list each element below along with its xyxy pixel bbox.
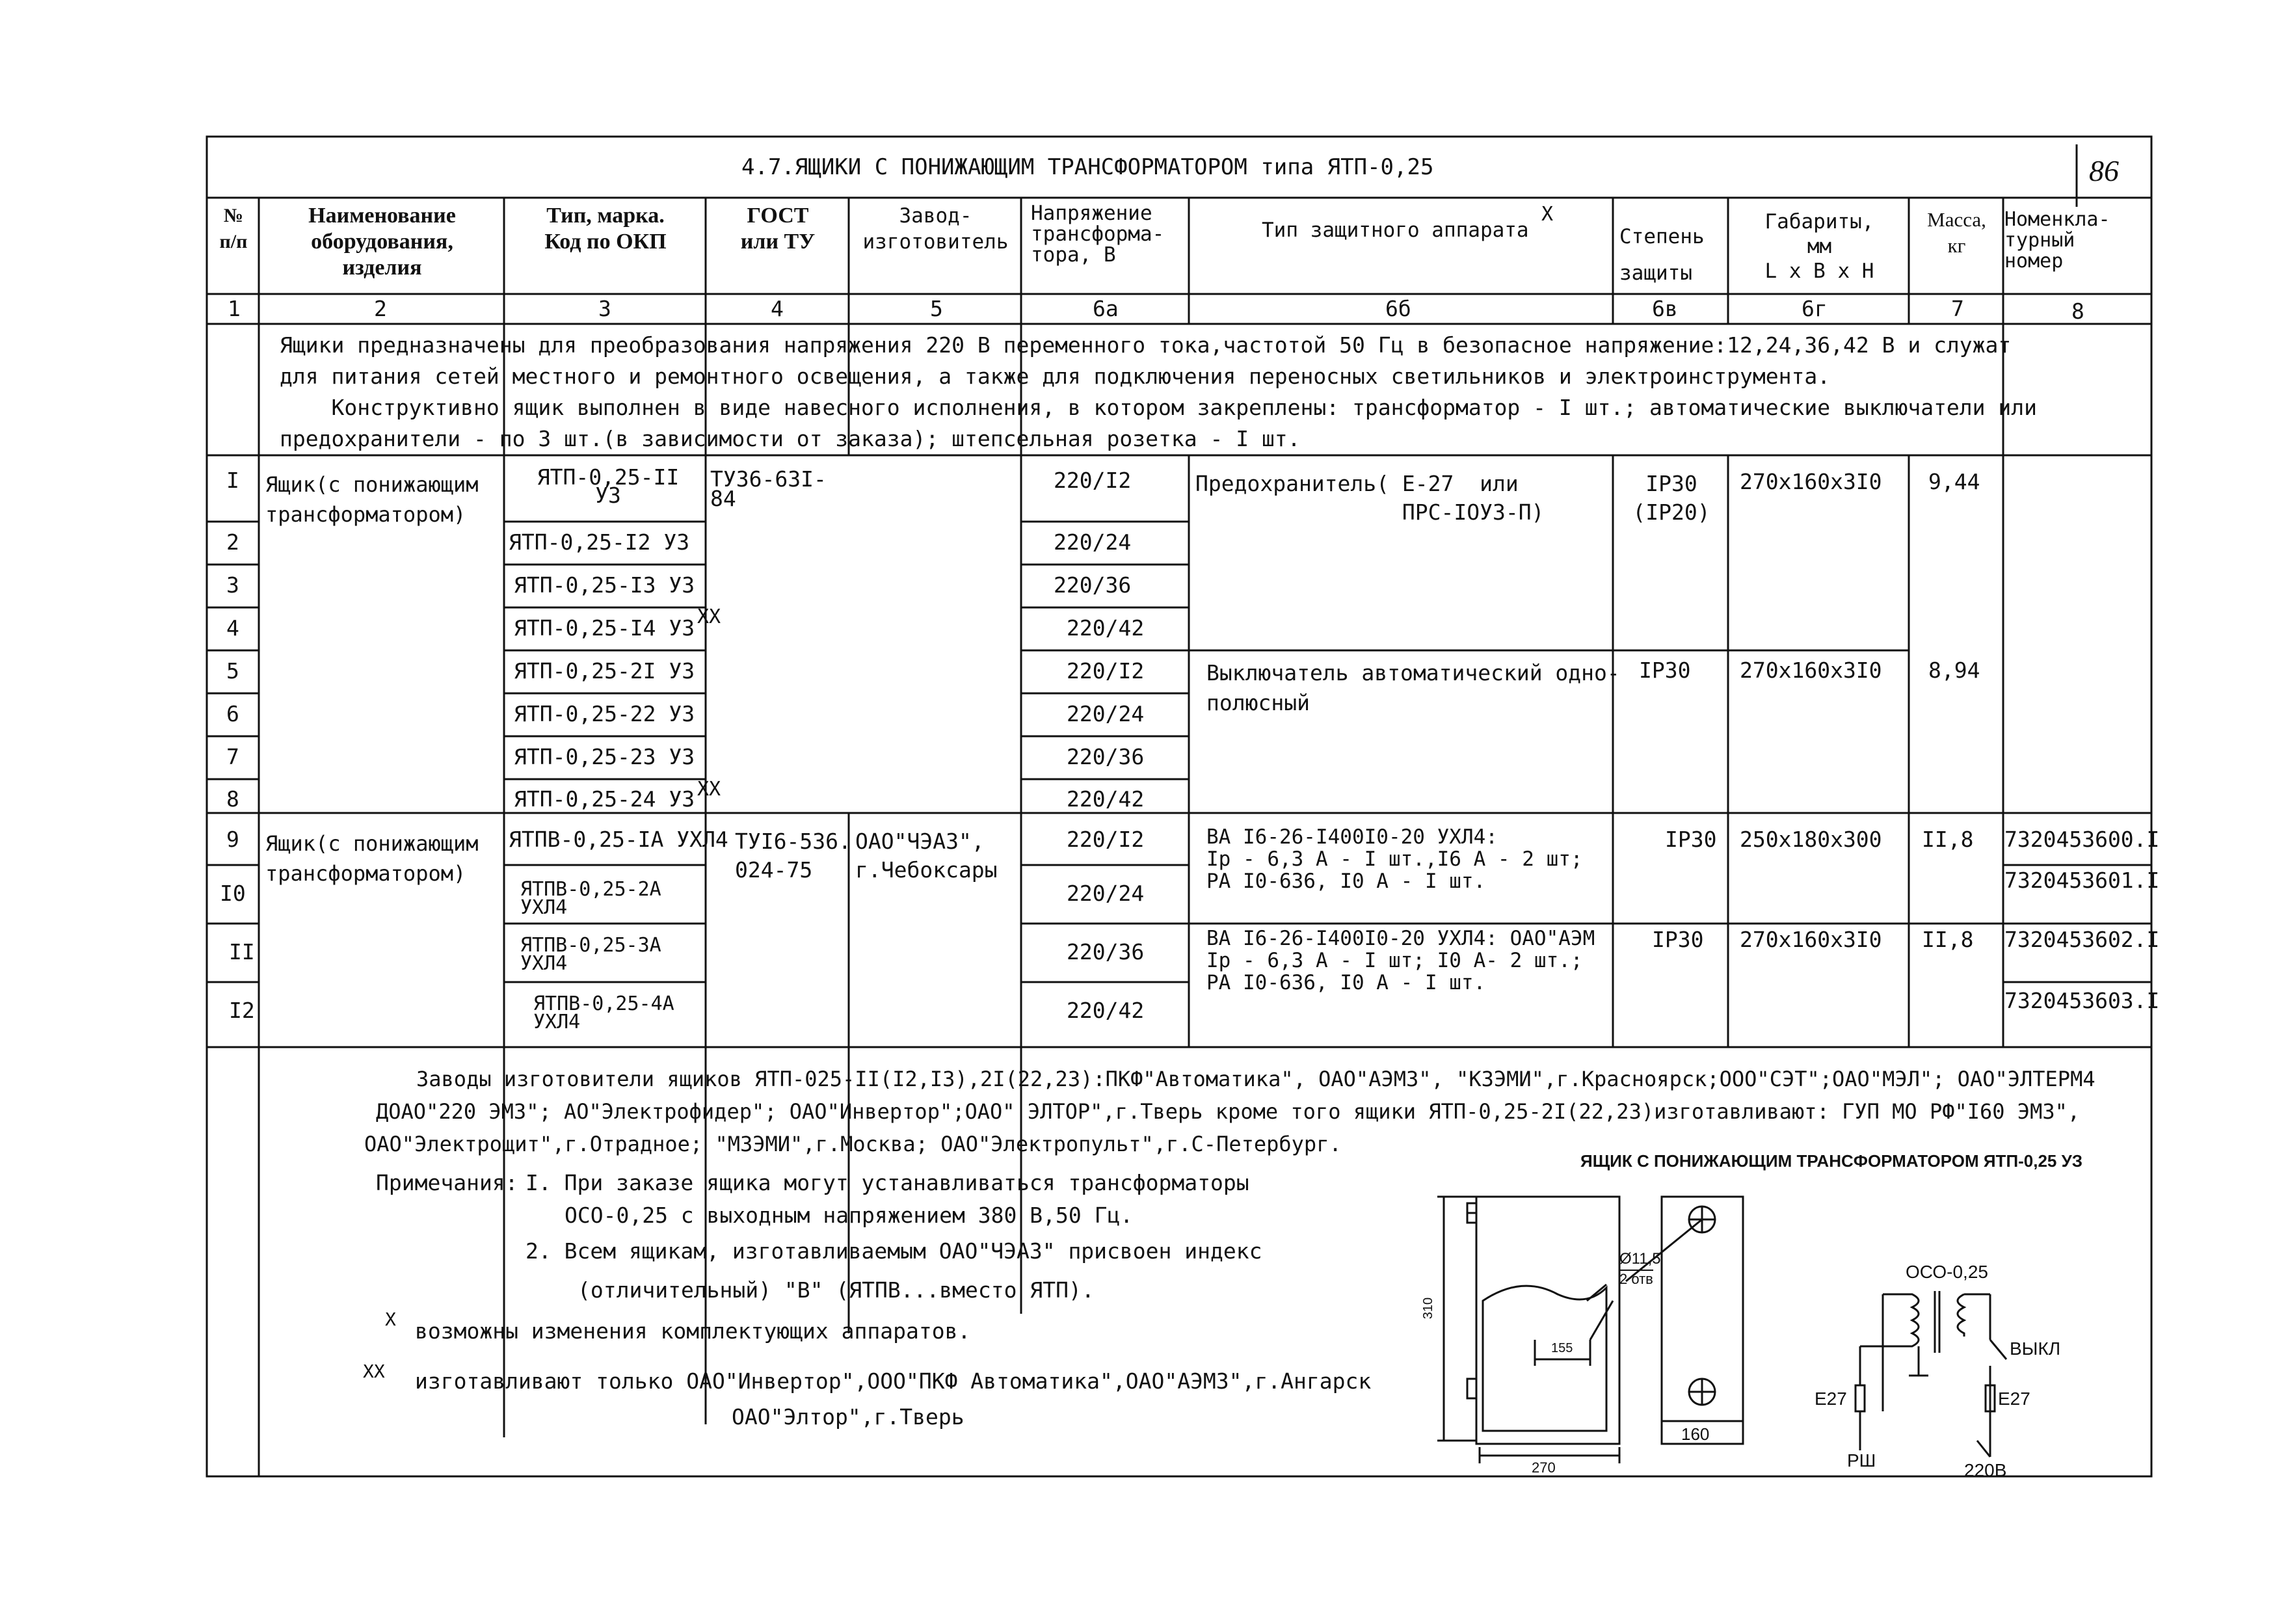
row-type: ЯТП-0,25-22 УЗ <box>514 701 695 726</box>
note-xx-mark: XX <box>363 1361 385 1382</box>
group4-protection: ВА I6-26-I400I0-20 УХЛ4: ОАО"АЭМ Iр - 6,3 А - I шт; I0 А- 2 шт.; РА I0-636, I0 А - I шт. <box>1206 927 1595 994</box>
row-type: ЯТП-0,25-I2 УЗ <box>509 529 690 555</box>
group3-protection: ВА I6-26-I400I0-20 УХЛ4: Iр - 6,3 А - I шт.,I6 А - 2 шт; РА I0-636, I0 А - I шт. <box>1206 825 1583 893</box>
row-nomen: 7320453602.I <box>2004 927 2160 952</box>
header-number: № п/п <box>219 205 248 252</box>
switch-label: ВЫКЛ <box>2010 1338 2061 1359</box>
row-number: 9 <box>226 827 239 852</box>
row-type: ЯТП-0,25-2I УЗ <box>514 658 695 684</box>
row-number: 7 <box>226 744 239 769</box>
header-maker: Завод- изготовитель <box>862 204 1009 254</box>
row-nomen: 7320453603.I <box>2004 988 2160 1013</box>
row-voltage: 220/36 <box>1067 939 1145 965</box>
header-type: Тип, марка. Код по ОКП <box>544 204 667 254</box>
group2-protection: Выключатель автоматический одно- полюсный <box>1206 660 1620 715</box>
transformer-label: ОСО-0,25 <box>1906 1262 1988 1282</box>
row-voltage: 220/36 <box>1054 572 1132 598</box>
footer-line-2: ДОАО"220 ЭМЗ"; АО"Электрофидер"; ОАО"Инвертор";ОАО" ЭЛТОР",г.Тверь кроме того ящики ЯТП-0,25-2I(22,23)изготавливают: ГУП МО РФ"I60 ЭМЗ", <box>376 1099 2081 1124</box>
intro-line-2: для питания сетей местного и ремонтного освещения, а также для подключения переносных светильников и электроинструмента. <box>280 364 1831 389</box>
row-number: 2 <box>226 529 239 555</box>
header-dims: Габариты, мм L x B x H <box>1764 210 1874 283</box>
supply-label: 220В <box>1964 1460 2007 1480</box>
dim-width: 270 <box>1532 1459 1556 1476</box>
row-type: ЯТП-0,25-I4 УЗ <box>514 615 695 641</box>
row-nomen: 7320453600.I <box>2004 827 2160 852</box>
row-voltage: 220/I2 <box>1067 827 1145 852</box>
row-number: I <box>226 468 239 493</box>
page-number: 86 <box>2089 154 2119 187</box>
row-number: II <box>229 939 255 965</box>
fuse-label-left: Е27 <box>1815 1389 1847 1409</box>
row-number: 4 <box>226 615 239 641</box>
note-xx-text-1: изготавливают только ОАО"Инвертор",ООО"ПКФ Автоматика",ОАО"АЭМЗ",г.Ангарск <box>415 1368 1372 1394</box>
colnum-7: 7 <box>1951 296 1964 321</box>
group2-mass: 8,94 <box>1928 658 1980 683</box>
notes-label: Примечания: <box>376 1170 518 1195</box>
header-gost: ГОСТ или ТУ <box>740 204 816 254</box>
hole-count: 2 отв <box>1619 1271 1653 1287</box>
row-number: I0 <box>220 881 246 906</box>
group3-maker: ОАО"ЧЭАЗ", г.Чебоксары <box>855 829 998 883</box>
row-type: ЯТП-0,25-23 УЗ <box>514 744 695 769</box>
colnum-6g: 6г <box>1802 296 1828 321</box>
row-number: 6 <box>226 701 239 726</box>
colnum-6a: 6а <box>1093 296 1119 321</box>
row-voltage: 220/I2 <box>1067 658 1145 684</box>
group1-gost: ТУ36-63I- 84 <box>710 466 827 511</box>
header-ip: Степень защиты <box>1619 225 1705 285</box>
colnum-8: 8 <box>2071 299 2084 324</box>
group3-gost: ТУI6-536. 024-75 <box>735 829 851 883</box>
note-xx-text-2: ОАО"Элтор",г.Тверь <box>732 1404 964 1430</box>
group4-ip: IP30 <box>1652 927 1704 952</box>
colnum-1: 1 <box>228 296 241 321</box>
socket-label: РШ <box>1847 1450 1876 1471</box>
row-type: ЯТПВ-0,25-IA УХЛ4 <box>509 827 728 852</box>
header-voltage: Напряжение трансформа- тора, В <box>1031 202 1165 267</box>
intro-line-1: Ящики предназначены для преобразования напряжения 220 В переменного тока,частотой 50 Гц в безопасное напряжение:12,24,36,42 В и служат <box>280 332 2012 358</box>
row-voltage: 220/24 <box>1054 529 1132 555</box>
note-1b: ОСО-0,25 с выходным напряжением 380 В,50 Гц. <box>565 1203 1134 1228</box>
row-type: ЯТП-0,25-II УЗ <box>537 464 680 508</box>
row-voltage: 220/24 <box>1067 701 1145 726</box>
row-mark-xx: XX <box>697 778 721 801</box>
header-mass: Масса, кг <box>1927 208 1986 257</box>
row-type: ЯТП-0,25-24 УЗ <box>514 786 695 812</box>
colnum-5: 5 <box>930 296 943 321</box>
row-voltage: 220/I2 <box>1054 468 1132 493</box>
dim-height: 310 <box>1421 1297 1436 1320</box>
footer-line-1: Заводы изготовители ящиков ЯТП-025-II(I2,I3),2I(22,23):ПКФ"Автоматика", ОАО"АЭМЗ", "КЗЭМИ",г.Красноярск;ООО"СЭТ";ОАО"МЭЛ"; ОАО"ЭЛТЕРМ4 <box>416 1067 2095 1091</box>
dim-depth: 160 <box>1681 1424 1710 1444</box>
note-2a: 2. Всем ящикам, изготавливаемым ОАО"ЧЭАЗ" присвоен индекс <box>525 1238 1262 1264</box>
row-number: 5 <box>226 658 239 684</box>
group1-ip: IP30 (IP20) <box>1632 471 1710 525</box>
header-protection-mark: X <box>1541 203 1554 226</box>
header-protection: Тип защитного аппарата <box>1262 219 1529 242</box>
group3-mass: II,8 <box>1922 827 1974 852</box>
intro-line-3: Конструктивно ящик выполнен в виде навесного исполнения, в котором закреплены: трансформатор - I шт.; автоматические выключатели или <box>280 395 2038 420</box>
colnum-6v: 6в <box>1652 296 1678 321</box>
dim-155: 155 <box>1551 1341 1573 1355</box>
colnum-6b: 6б <box>1385 296 1411 321</box>
fuse-label-right: Е27 <box>1998 1389 2030 1409</box>
row-mark-xx: XX <box>697 606 721 628</box>
drawing-caption: ЯЩИК С ПОНИЖАЮЩИМ ТРАНСФОРМАТОРОМ ЯТП-0,25 УЗ <box>1580 1151 2083 1171</box>
page-title: 4.7.ЯЩИКИ С ПОНИЖАЮЩИМ ТРАНСФОРМАТОРОМ типа ЯТП-0,25 <box>741 154 1434 180</box>
group1-protection: Предохранитель( Е-27 или ПРС-IОУЗ-П) <box>1195 471 1545 525</box>
footer-line-3: ОАО"Электрощит",г.Отрадное; "МЗЭМИ",г.Москва; ОАО"Электропульт",г.С-Петербург. <box>364 1132 1342 1156</box>
row-number: 3 <box>226 572 239 598</box>
row-type: ЯТПВ-0,25-4A УХЛ4 <box>533 992 674 1033</box>
group3-ip: IP30 <box>1665 827 1717 852</box>
group4-dims: 270x160x3I0 <box>1740 927 1882 952</box>
group4-mass: II,8 <box>1922 927 1974 952</box>
row-voltage: 220/42 <box>1067 615 1145 641</box>
colnum-2: 2 <box>374 296 387 321</box>
row-number: 8 <box>226 786 239 812</box>
group1-dims: 270x160x3I0 <box>1740 469 1882 494</box>
row-type: ЯТП-0,25-I3 УЗ <box>514 572 695 598</box>
row-voltage: 220/36 <box>1067 744 1145 769</box>
group3-name: Ящик(с понижающим трансформатором) <box>265 831 479 886</box>
note-2b: (отличительный) "В" (ЯТПВ...вместо ЯТП). <box>578 1277 1095 1303</box>
row-voltage: 220/42 <box>1067 786 1145 812</box>
group1-mass: 9,44 <box>1928 469 1980 494</box>
note-x-text: возможны изменения комплектующих аппаратов. <box>415 1318 971 1344</box>
group1-name: Ящик(с понижающим трансформатором) <box>265 472 479 527</box>
hole-diameter: Ø11,5 <box>1619 1250 1661 1268</box>
group3-dims: 250x180x300 <box>1740 827 1882 852</box>
group2-dims: 270x160x3I0 <box>1740 658 1882 683</box>
note-1a: I. При заказе ящика могут устанавливаться трансформаторы <box>525 1170 1249 1195</box>
row-voltage: 220/24 <box>1067 881 1145 906</box>
note-x-mark: X <box>385 1309 396 1330</box>
group2-ip: IP30 <box>1639 658 1691 683</box>
row-nomen: 7320453601.I <box>2004 868 2160 893</box>
row-type: ЯТПВ-0,25-3A УХЛ4 <box>520 934 661 975</box>
row-type: ЯТПВ-0,25-2A УХЛ4 <box>520 878 661 919</box>
header-name: Наименование оборудования, изделия <box>308 204 456 280</box>
header-nomen: Номенкла- турный номер <box>2004 208 2110 273</box>
colnum-3: 3 <box>598 296 611 321</box>
intro-line-4: предохранители - по 3 шт.(в зависимости от заказа); штепсельная розетка - I шт. <box>280 426 1301 451</box>
row-number: I2 <box>229 998 255 1023</box>
row-voltage: 220/42 <box>1067 998 1145 1023</box>
colnum-4: 4 <box>771 296 784 321</box>
